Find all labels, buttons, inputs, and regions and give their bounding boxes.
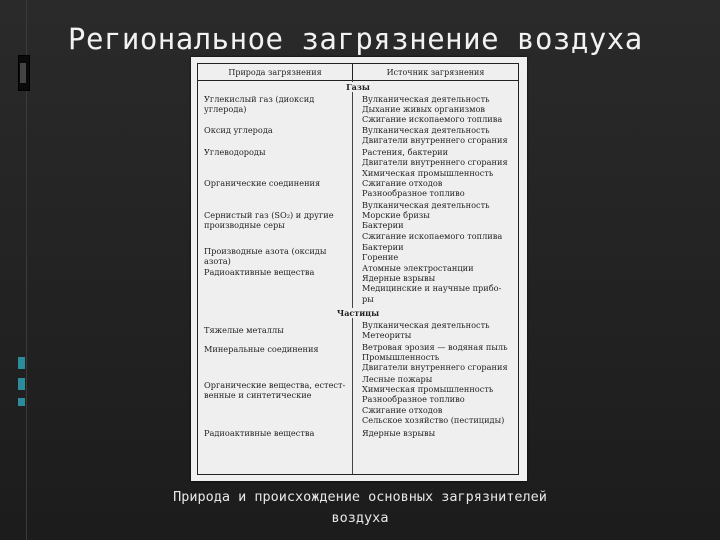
accent-bar bbox=[18, 378, 25, 390]
slide-caption: Природа и происхождение основных загрязнителей воздуха bbox=[173, 489, 547, 526]
table-row: Сернистый газ (SO₂) и другие производные серы Вулканическая деятельность Морские бризы Бактерии Сжигание ископаемого топлива bbox=[204, 200, 503, 241]
table-row: Органические соединения Химическая промышленность Сжигание отходов Разнообразное топливо bbox=[204, 168, 494, 199]
table-row: Органические вещества, естест- венные и синтетические Лесные пожары Химическая промышленность Разнообразное топливо Сжигание отходов Сельское хозяйство (пестициды) bbox=[204, 374, 505, 425]
table-header bbox=[198, 64, 518, 81]
section-particles: Частицы bbox=[198, 308, 518, 318]
scanned-table-image bbox=[191, 57, 527, 481]
section-gases: Газы bbox=[198, 82, 518, 92]
table-row: Тяжелые металлы Вулканическая деятельность Метеориты bbox=[204, 320, 490, 341]
header-source: Источник загрязнения bbox=[386, 67, 485, 77]
table-row: Углеводороды Растения, бактерии Двигатели внутреннего сгорания bbox=[204, 147, 508, 168]
table-row: Углекислый газ (диоксид углерода) Вулканическая деятельность Дыхание живых организмов Сжигание ископаемого топлива bbox=[204, 94, 503, 125]
table-row: Радиоактивные вещества Атомные электростанции Ядерные взрывы Медицинские и научные прибо- ры bbox=[204, 263, 502, 304]
decorative-bar-inner bbox=[20, 63, 26, 83]
slide-title: Региональное загрязнение воздуха bbox=[68, 22, 643, 56]
table-row: Производные азота (оксиды азота) Бактерии Горение bbox=[204, 242, 404, 266]
table-row: Минеральные соединения Ветровая эрозия — водяная пыль Промышленность Двигатели внутреннего сгорания bbox=[204, 342, 508, 373]
accent-bar bbox=[18, 357, 25, 369]
table-row: Радиоактивные вещества Ядерные взрывы bbox=[204, 428, 436, 438]
header-nature: Природа загрязнения bbox=[198, 64, 353, 80]
accent-bar bbox=[18, 398, 25, 406]
table-row: Оксид углерода Вулканическая деятельность Двигатели внутреннего сгорания bbox=[204, 125, 508, 146]
pollution-table bbox=[197, 63, 519, 475]
